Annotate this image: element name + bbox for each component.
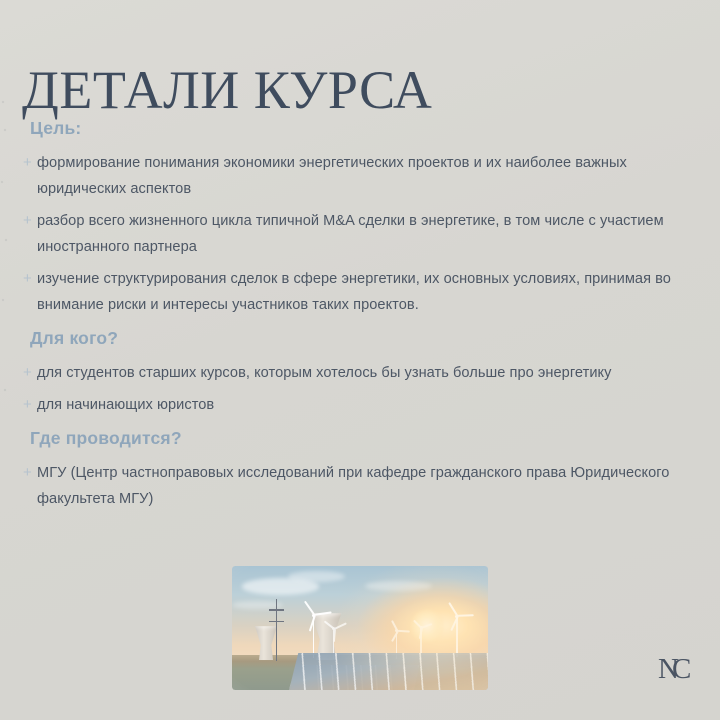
nc-monogram-logo: NC (658, 653, 685, 685)
list-item (22, 266, 698, 318)
plus-icon: + (23, 396, 32, 413)
section-venue (22, 428, 698, 512)
section-heading-venue: Где проводится? (30, 428, 182, 448)
list-item (22, 460, 698, 512)
section-heading-goal: Цель: (30, 118, 82, 138)
section-goal (22, 118, 698, 318)
plus-icon: + (23, 212, 32, 229)
cloud-icon (288, 571, 344, 582)
photo-frame (232, 566, 488, 690)
energy-landscape-photo (232, 566, 488, 690)
solar-panel-array (288, 653, 488, 690)
list-item-text: для начинающих юристов (37, 397, 215, 413)
cloud-icon (365, 581, 432, 591)
list-item (22, 360, 698, 386)
section-audience (22, 328, 698, 418)
list-item-text: формирование понимания экономики энергетических проектов и их наиболее важных юридических аспектов (37, 155, 627, 197)
wind-turbine-icon (442, 615, 472, 657)
list-item (22, 392, 698, 418)
plus-icon: + (23, 364, 32, 381)
list-item-text: разбор всего жизненного цикла типичной M&A сделки в энергетике, в том числе с участием иностранного партнера (37, 213, 664, 255)
list-item-text: изучение структурирования сделок в сфере энергетики, их основных условиях, принимая во внимание риски и интересы участников таких проектов. (37, 271, 671, 313)
list-item (22, 150, 698, 202)
plus-icon: + (23, 270, 32, 287)
power-pylon-icon (276, 599, 278, 661)
edge-artifact (0, 90, 8, 650)
plus-icon: + (23, 154, 32, 171)
list-item (22, 208, 698, 260)
section-heading-audience: Для кого? (30, 328, 119, 348)
list-item-text: для студентов старших курсов, которым хотелось бы узнать больше про энергетику (37, 365, 612, 381)
page-title: ДЕТАЛИ КУРСА (22, 60, 433, 121)
slide-content (22, 118, 698, 518)
list-item-text: МГУ (Центр частноправовых исследований при кафедре гражданского права Юридического факультета МГУ) (37, 465, 670, 507)
plus-icon: + (23, 464, 32, 481)
